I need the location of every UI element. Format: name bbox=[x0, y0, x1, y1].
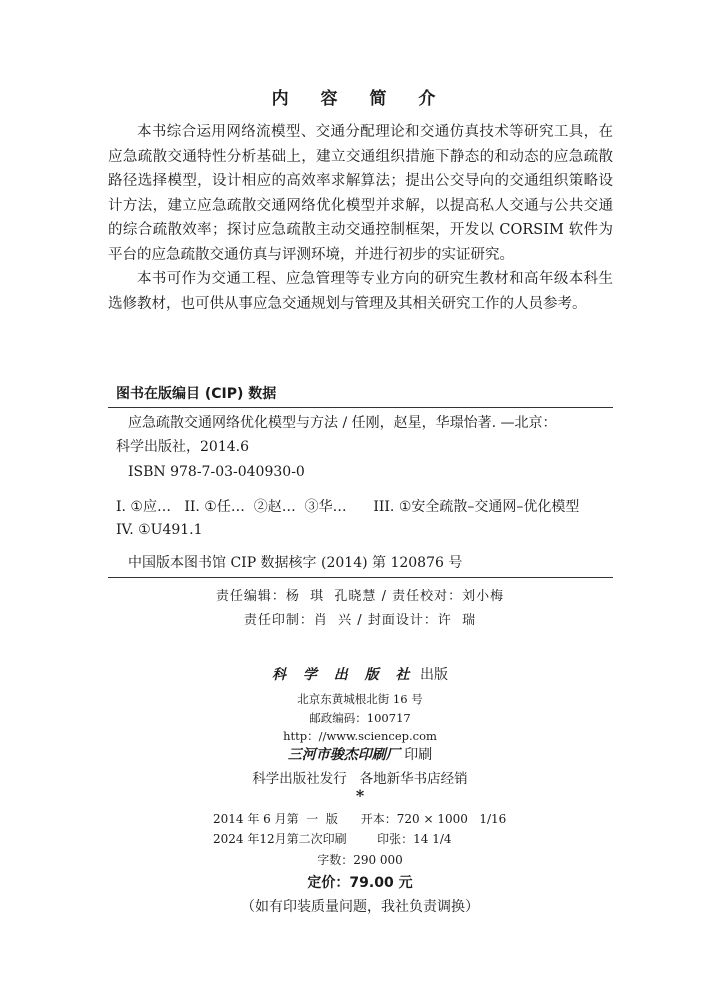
publisher-name: 科 学 出 版 社 bbox=[272, 667, 416, 683]
printing-line: 2024 年12月第二次印刷 印张：14 1/4 bbox=[213, 832, 452, 846]
credits-editors: 责任编辑：杨 琪 孔晓慧 / 责任校对：刘小梅 bbox=[215, 589, 505, 604]
cip-publisher-line: 科学出版社，2014.6 bbox=[116, 439, 249, 455]
cip-bottom-rule bbox=[108, 577, 613, 578]
publisher-url: http：//www.sciencep.com bbox=[283, 729, 437, 743]
publisher-line bbox=[0, 664, 720, 684]
printer-line bbox=[0, 744, 720, 764]
cip-top-rule bbox=[108, 407, 613, 408]
cip-record-number: 中国版本图书馆 CIP 数据核字 (2014) 第 120876 号 bbox=[128, 555, 463, 571]
cip-isbn: ISBN 978-7-03-040930-0 bbox=[128, 464, 305, 480]
intro-body bbox=[108, 120, 613, 316]
printer-name: 三河市骏杰印刷厂 bbox=[287, 747, 400, 763]
publisher-postcode: 邮政编码：100717 bbox=[309, 711, 411, 725]
publisher-address: 北京东黄城根北街 16 号 bbox=[297, 692, 423, 706]
cip-title-line: 应急疏散交通网络优化模型与方法 / 任刚，赵星，华璟怡著. —北京： bbox=[128, 415, 557, 431]
edition-line: 2014 年 6 月第 一 版 开本：720 × 1000 1/16 bbox=[213, 812, 507, 826]
printer-suffix: 印刷 bbox=[404, 747, 433, 763]
cip-heading: 图书在版编目 (CIP) 数据 bbox=[116, 386, 277, 402]
intro-paragraph-1: 本书综合运用网络流模型、交通分配理论和交通仿真技术等研究工具，在应急疏散交通特性分析基础上，建立交通组织措施下静态的和动态的应急疏散路径选择模型，设计相应的高效率求解算法；提出公交导向的交通组织策略设计方法，建立应急疏散交通网络优化模型并求解，以提高私人交通与公共交通的综合疏散效率；探讨应急疏散主动交通控制框架，开发以 CORSIM 软件为平台的应急疏散交通仿真与评测环境，并进行初步的实证研究。 bbox=[108, 124, 613, 263]
intro-paragraph-2: 本书可作为交通工程、应急管理等专业方向的研究生教材和高年级本科生选修教材，也可供从事应急交通规划与管理及其相关研究工作的人员参考。 bbox=[108, 271, 613, 312]
separator-star: * bbox=[355, 786, 365, 805]
cip-class-line-1: I. ①应… II. ①任… ②赵… ③华… III. ①安全疏散–交通网–优化模型 bbox=[116, 499, 580, 515]
quality-note: （如有印装质量问题，我社负责调换） bbox=[241, 899, 479, 915]
word-count: 字数：290 000 bbox=[317, 853, 403, 867]
cip-class-line-2: IV. ①U491.1 bbox=[116, 522, 203, 538]
price: 定价：79.00 元 bbox=[307, 875, 413, 891]
intro-title: 内 容 简 介 bbox=[271, 89, 449, 109]
distribution-line: 科学出版社发行 各地新华书店经销 bbox=[252, 771, 468, 787]
publisher-suffix: 出版 bbox=[419, 667, 448, 683]
credits-printing-design: 责任印制：肖 兴 / 封面设计：许 瑞 bbox=[243, 613, 477, 628]
